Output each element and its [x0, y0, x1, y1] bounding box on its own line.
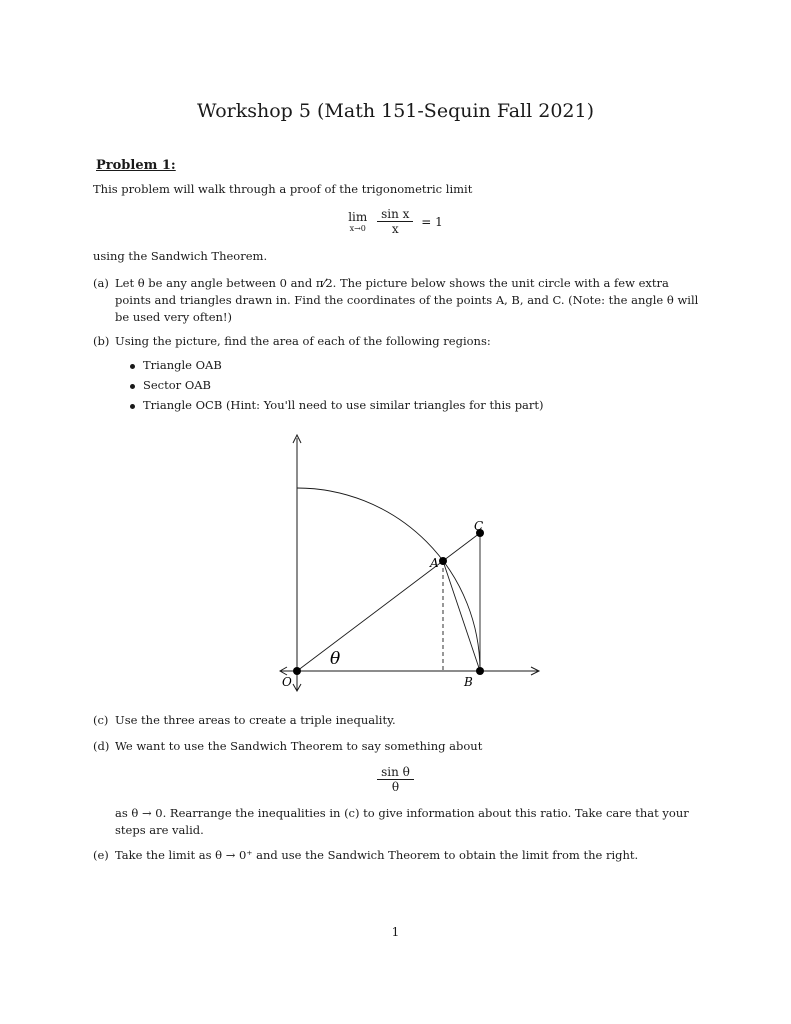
point-b	[476, 667, 484, 675]
part-d-text2: as θ → 0. Rearrange the inequalities in (c) to give information about this ratio. Take care that your steps are valid.	[115, 806, 689, 837]
sin-theta-frac-group	[377, 765, 414, 794]
point-o	[293, 667, 301, 675]
bullet-item: Triangle OCB (Hint: You'll need to use similar triangles for this part)	[130, 397, 544, 414]
part-b-label: (b)	[93, 334, 110, 348]
limit-denominator: x	[391, 222, 399, 236]
part-d	[93, 738, 701, 755]
line-oc	[297, 533, 480, 671]
part-d-label: (d)	[93, 739, 110, 753]
sin-theta-numerator: sin θ	[377, 765, 414, 780]
point-a	[439, 557, 447, 565]
label-a: A	[430, 556, 439, 570]
limit-word: lim	[348, 210, 368, 224]
page-title: Workshop 5 (Math 151-Sequin Fall 2021)	[196, 100, 594, 122]
bullet-item: Sector OAB	[130, 377, 211, 394]
sin-theta-denominator: θ	[391, 780, 400, 794]
bullet-item: Triangle OAB	[130, 357, 222, 374]
label-theta: θ	[330, 649, 341, 669]
sandwich-text: using the Sandwich Theorem.	[93, 249, 268, 263]
label-o: O	[282, 675, 292, 689]
unit-circle-arc	[297, 488, 480, 671]
problem-heading: Problem 1:	[96, 158, 176, 173]
limit-rhs: = 1	[421, 214, 443, 229]
label-b: B	[464, 675, 473, 689]
part-b-text: Using the picture, find the area of each of the following regions:	[115, 334, 491, 348]
part-e	[93, 847, 701, 864]
chord-ab	[443, 561, 480, 671]
part-d-continued	[93, 805, 701, 839]
limit-numerator: sin x	[377, 207, 413, 222]
part-d-text: We want to use the Sandwich Theorem to say something about	[115, 739, 483, 753]
part-a-text: Let θ be any angle between 0 and π⁄2. The picture below shows the unit circle with a few extra points and triangles drawn in. Find the coordinates of the points A, B, and C. (Note: the angle θ will be used very often!)	[115, 276, 699, 324]
intro-text: This problem will walk through a proof of the trigonometric limit	[93, 182, 473, 196]
part-a-label: (a)	[93, 276, 109, 290]
part-e-text: Take the limit as θ → 0⁺ and use the Sandwich Theorem to obtain the limit from the right.	[115, 848, 639, 862]
part-c-text: Use the three areas to create a triple inequality.	[115, 713, 396, 727]
limit-subscript: x→0	[349, 224, 366, 233]
part-e-label: (e)	[93, 848, 109, 862]
part-c	[93, 712, 701, 729]
page-number: 1	[391, 925, 400, 939]
part-c-label: (c)	[93, 713, 109, 727]
sin-theta-fraction	[0, 765, 791, 794]
label-c: C	[474, 519, 484, 533]
